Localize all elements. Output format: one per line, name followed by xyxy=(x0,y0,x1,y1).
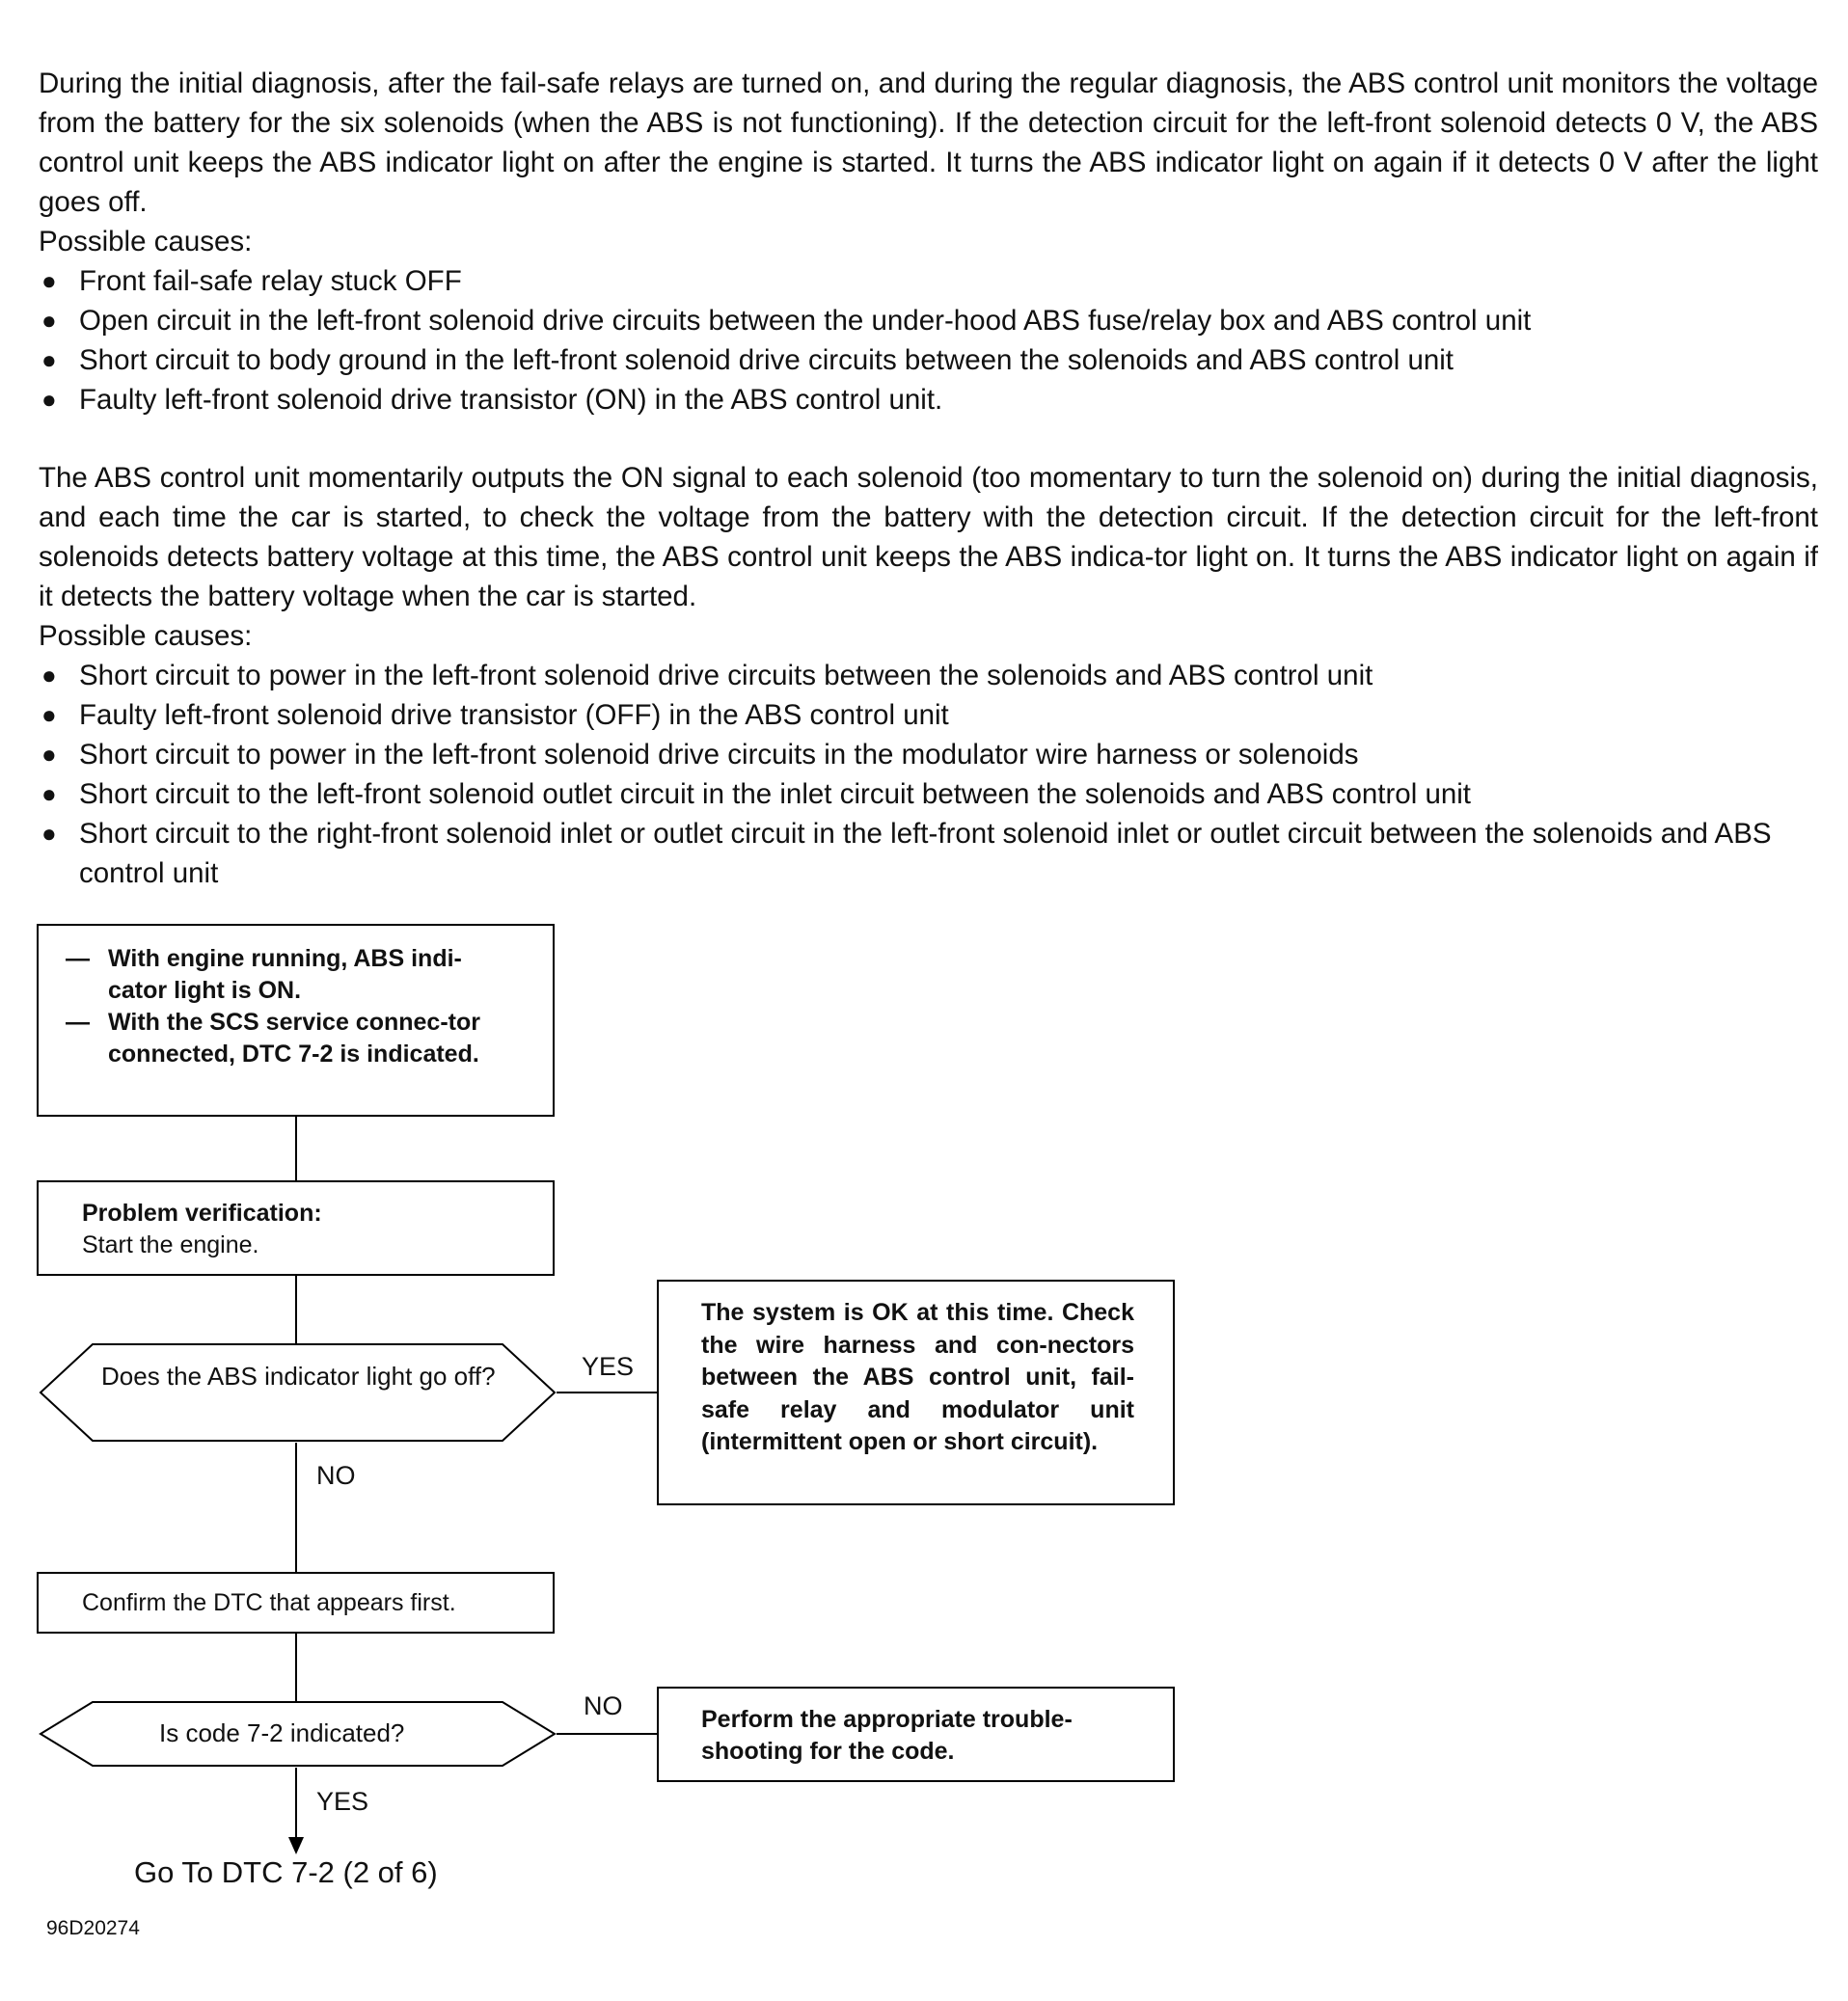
decision-code-indicated xyxy=(39,1700,557,1768)
bullet-icon: ● xyxy=(41,779,57,808)
hexagon-shape xyxy=(39,1342,557,1443)
no-label: NO xyxy=(316,1461,356,1490)
cause-item: ● Faulty left-front solenoid drive transistor (OFF) in the ABS control unit xyxy=(39,695,1818,735)
bullet-icon: ● xyxy=(41,266,57,295)
connector-line xyxy=(295,1276,297,1343)
dash-icon: — xyxy=(66,1009,90,1036)
symptom-box xyxy=(37,924,555,1117)
connector-line xyxy=(295,1768,297,1845)
connector-line xyxy=(295,1443,297,1572)
causes-list-2 xyxy=(39,656,1818,893)
bullet-icon: ● xyxy=(41,345,57,374)
figure-id: 96D20274 xyxy=(46,1917,140,1939)
verification-title: Problem verification: xyxy=(82,1200,322,1227)
decision-question: Does the ABS indicator light go off? xyxy=(101,1362,496,1391)
system-ok-box: The system is OK at this time. Check the wire harness and con-nectors between the ABS control unit, fail-safe relay and modulator unit (intermittent open or short circuit). xyxy=(657,1280,1175,1505)
connector-line xyxy=(295,1634,297,1701)
cause-item: ● Short circuit to the left-front solenoid outlet circuit in the inlet circuit between the solenoids and ABS control unit xyxy=(39,774,1818,814)
bullet-icon: ● xyxy=(41,700,57,729)
arrow-down-icon xyxy=(288,1837,304,1854)
symptom-item: — With the SCS service connec-tor connected, DTC 7-2 is indicated. xyxy=(66,1009,480,1068)
decision-question: Is code 7-2 indicated? xyxy=(159,1718,405,1747)
bullet-icon: ● xyxy=(41,740,57,769)
cause-item: ● Front fail-safe relay stuck OFF xyxy=(39,261,1818,301)
bullet-icon: ● xyxy=(41,385,57,414)
decision-light-off xyxy=(39,1342,557,1443)
no-label: NO xyxy=(584,1691,623,1720)
paragraph-1: During the initial diagnosis, after the fail-safe relays are turned on, and during the regular diagnosis, the ABS control unit monitors the voltage from the battery for the six solenoids (when the ABS is not functioning). If the detection circuit for the left-front solenoid detects 0 V, the ABS control unit keeps the ABS indicator light on after the engine is started. It turns the ABS indicator light on again if it detects 0 V after the light goes off. xyxy=(39,68,1818,218)
dash-icon: — xyxy=(66,945,90,972)
intro-text xyxy=(39,64,1818,893)
problem-verification-box xyxy=(37,1180,555,1276)
causes-label-2: Possible causes: xyxy=(39,620,253,652)
connector-line xyxy=(295,1117,297,1180)
cause-item: ● Faulty left-front solenoid drive transistor (ON) in the ABS control unit. xyxy=(39,380,1818,419)
confirm-dtc-box: Confirm the DTC that appears first. xyxy=(37,1572,555,1634)
symptom-item: — With engine running, ABS indi-cator light is ON. xyxy=(66,945,462,1004)
cause-item: ● Short circuit to power in the left-front solenoid drive circuits in the modulator wire harness or solenoids xyxy=(39,735,1818,774)
yes-label: YES xyxy=(582,1352,635,1381)
cause-item: ● Short circuit to the right-front solenoid inlet or outlet circuit in the left-front solenoid inlet or outlet circuit between the solenoids and ABS control unit xyxy=(39,814,1818,893)
verification-text: Start the engine. xyxy=(82,1231,259,1258)
cause-item: ● Short circuit to power in the left-front solenoid drive circuits between the solenoids and ABS control unit xyxy=(39,656,1818,695)
perform-troubleshooting-box: Perform the appropriate trouble-shooting for the code. xyxy=(657,1687,1175,1782)
bullet-icon: ● xyxy=(41,819,57,848)
connector-line xyxy=(557,1392,658,1393)
causes-list-1 xyxy=(39,261,1818,419)
bullet-icon: ● xyxy=(41,661,57,690)
connector-line xyxy=(557,1733,658,1735)
paragraph-2: The ABS control unit momentarily outputs the ON signal to each solenoid (too momentary to turn the solenoid on) during the initial diagnosis, and each time the car is started, to check the voltage from the battery with the detection circuit. If the detection circuit for the left-front solenoids detects battery voltage at this time, the ABS control unit keeps the ABS indica-tor light on. It turns the ABS indicator light on again if it detects the battery voltage when the car is started. xyxy=(39,462,1818,612)
bullet-icon: ● xyxy=(41,306,57,335)
cause-item: ● Open circuit in the left-front solenoid drive circuits between the under-hood ABS fuse/relay box and ABS control unit xyxy=(39,301,1818,340)
cause-item: ● Short circuit to body ground in the left-front solenoid drive circuits between the solenoids and ABS control unit xyxy=(39,340,1818,380)
goto-text: Go To DTC 7-2 (2 of 6) xyxy=(134,1855,438,1889)
yes-label: YES xyxy=(316,1787,369,1816)
causes-label-1: Possible causes: xyxy=(39,226,253,257)
